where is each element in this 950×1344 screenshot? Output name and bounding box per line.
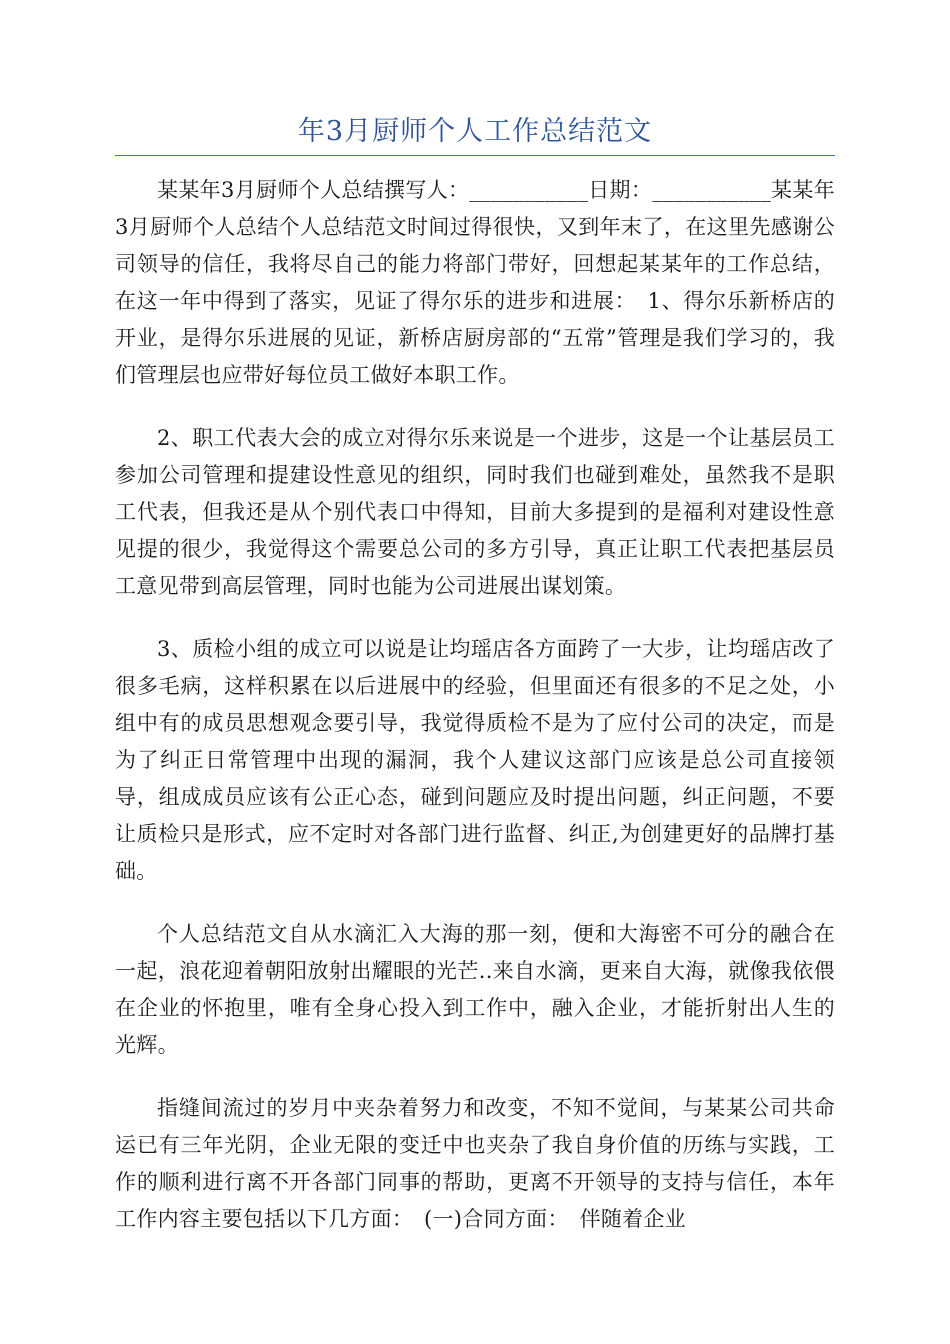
paragraph-3: 3、质检小组的成立可以说是让均瑶店各方面跨了一大步，让均瑶店改了很多毛病，这样积累在以后进展中的经验，但里面还有很多的不足之处，小组中有的成员思想观念要引导，我觉得质检不是为了应付公司的决定，而是为了纠正日常管理中出现的漏洞，我个人建议这部门应该是总公司直接领导，组成成员应该有公正心态，碰到问题应及时提出问题，纠正问题，不要让质检只是形式，应不定时对各部门进行监督、纠正,为创建更好的品牌打基础。 [115,637,835,883]
paragraph-2: 2、职工代表大会的成立对得尔乐来说是一个进步，这是一个让基层员工参加公司管理和提建设性意见的组织，同时我们也碰到难处，虽然我不是职工代表，但我还是从个别代表口中得知，目前大多提到的是福利对建设性意见提的很少，我觉得这个需要总公司的多方引导，真正让职工代表把基层员工意见带到高层管理，同时也能为公司进展出谋划策。 [115,426,835,598]
document-body [115,172,835,1264]
paragraph-1: 某某年3月厨师个人总结撰写人：___________日期：___________某某年3月厨师个人总结个人总结范文时间过得很快，又到年末了，在这里先感谢公司领导的信任，我将尽自己的能力将部门带好，回想起某某年的工作总结，在这一年中得到了落实，见证了得尔乐的进步和进展： 1、得尔乐新桥店的开业，是得尔乐进展的见证，新桥店厨房部的“五常”管理是我们学习的，我们管理层也应带好每位员工做好本职工作。 [115,178,835,387]
document-title: 年3月厨师个人工作总结范文 [297,116,653,147]
paragraph-4: 个人总结范文自从水滴汇入大海的那一刻，便和大海密不可分的融合在一起，浪花迎着朝阳放射出耀眼的光芒..来自水滴，更来自大海，就像我依偎在企业的怀抱里，唯有全身心投入到工作中，融入企业，才能折射出人生的光辉。 [115,922,835,1057]
title-underline [115,155,835,156]
paragraph-5: 指缝间流过的岁月中夹杂着努力和改变，不知不觉间，与某某公司共命运已有三年光阴，企业无限的变迁中也夹杂了我自身价值的历练与实践，工作的顺利进行离不开各部门同事的帮助，更离不开领导的支持与信任，本年工作内容主要包括以下几方面： (一)合同方面： 伴随着企业 [115,1096,835,1231]
